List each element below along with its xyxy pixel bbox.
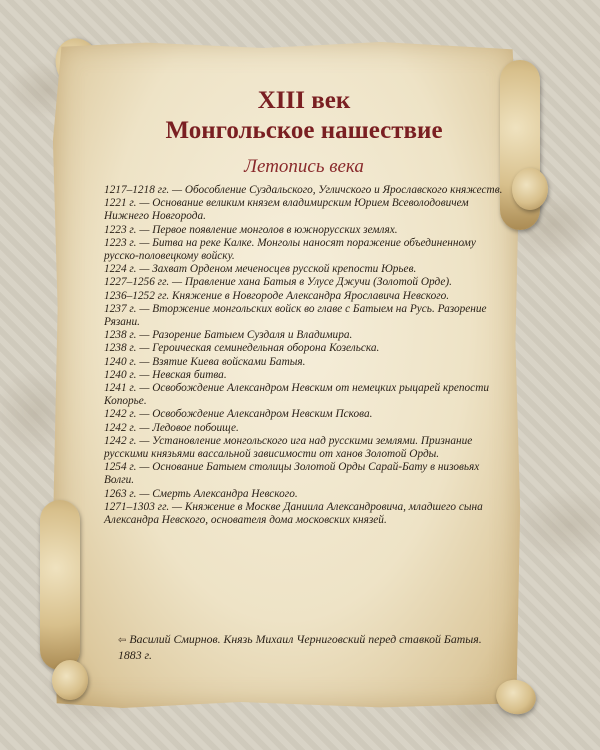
timeline-entry: 1271–1303 гг. — Княжение в Москве Даниила Александровича, младшего сына Александра Невского, основателя дома московских князей.: [104, 500, 483, 527]
arrow-left-icon: ⇦: [118, 635, 127, 646]
timeline-entry: 1240 г. — Невская битва.: [104, 368, 227, 381]
timeline-entry: 1241 г. — Освобождение Александром Невским от немецких рыцарей крепости Копорье.: [104, 382, 490, 408]
page-title: Монгольское нашествие: [165, 117, 443, 144]
timeline-entry: 1223 г. — Битва на реке Калке. Монголы наносят поражение объединенному русско-половецкому войску.: [104, 236, 476, 263]
timeline-entry: 1240 г. — Взятие Киева войсками Батыя.: [104, 355, 306, 368]
timeline-entry: 1238 г. — Разорение Батыем Суздаля и Владимира.: [104, 329, 353, 342]
timeline-entry: 1263 г. — Смерть Александра Невского.: [104, 487, 298, 500]
timeline-entry: 1227–1256 гг. — Правление хана Батыя в Улусе Джучи (Золотой Орде).: [104, 276, 452, 289]
timeline-entry: 1237 г. — Вторжение монгольских войск во главе с Батыем на Русь. Разорение Рязани.: [104, 302, 487, 329]
image-caption: [118, 632, 502, 662]
scroll-content: [104, 86, 504, 527]
century-heading: XIII век: [257, 87, 351, 114]
timeline-entry: 1242 г. — Установление монгольского ига над русскими землями. Признание русскими князьями вассальной зависимости от ханов Золотой Орды.: [104, 434, 473, 461]
timeline-list: [104, 184, 504, 527]
caption-author: Василий Смирнов.: [129, 632, 221, 646]
timeline-entry: 1221 г. — Основание великим князем владимирским Юрием Всеволодовичем Нижнего Новгорода.: [104, 197, 469, 223]
chronicle-subtitle: Летопись века: [244, 156, 364, 177]
scroll-curl-top-right: [512, 168, 548, 210]
timeline-entry: 1236–1252 гг. Княжение в Новгороде Александра Ярославича Невского.: [104, 289, 450, 302]
timeline-entry: 1238 г. — Героическая семинедельная оборона Козельска.: [104, 342, 380, 355]
timeline-entry: 1254 г. — Основание Батыем столицы Золотой Орды Сарай-Бату в низовьях Волги.: [104, 461, 480, 487]
scroll-curl-bottom-left: [52, 660, 88, 700]
timeline-entry: 1224 г. — Захват Орденом меченосцев русской крепости Юрьев.: [104, 263, 417, 276]
timeline-entry: 1217–1218 гг. — Обособление Суздальского, Угличского и Ярославского княжеств.: [104, 184, 503, 196]
timeline-entry: 1223 г. — Первое появление монголов в южнорусских землях.: [104, 223, 398, 236]
timeline-entry: 1242 г. — Освобождение Александром Невским Пскова.: [104, 408, 373, 421]
timeline-entry: 1242 г. — Ледовое побоище.: [104, 421, 239, 434]
scroll-roll-bottom-left: [40, 500, 80, 670]
caption-text: Князь Михаил Черниговский перед ставкой Батыя. 1883 г.: [118, 632, 482, 662]
